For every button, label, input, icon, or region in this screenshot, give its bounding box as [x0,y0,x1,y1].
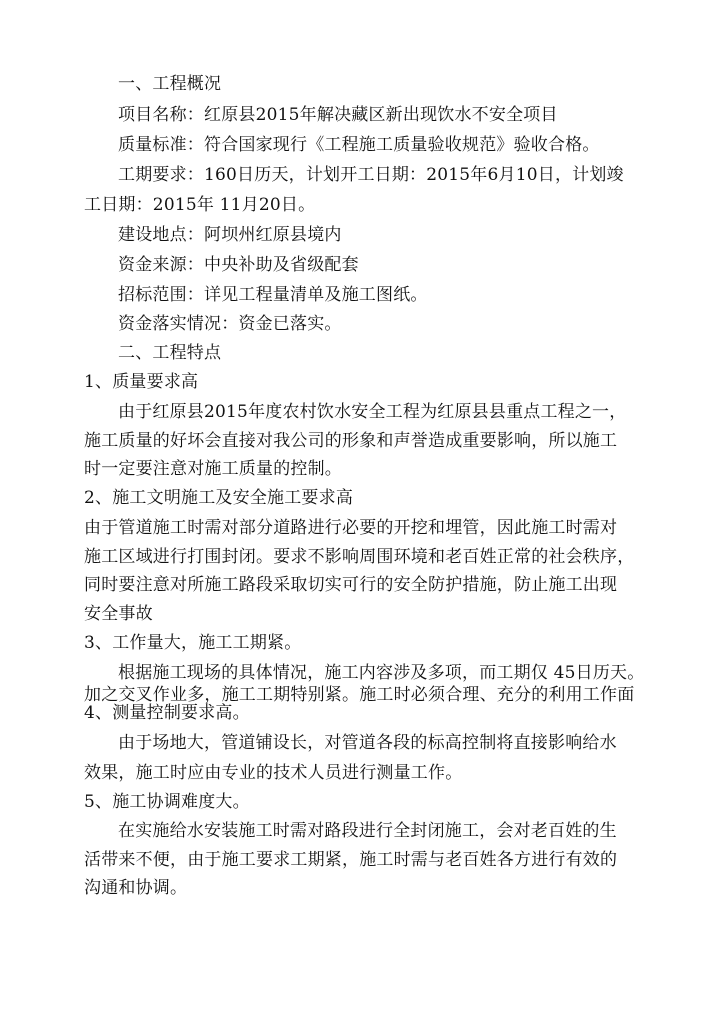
item-1-paragraph-line: 施工质量的好坏会直接对我公司的形象和声誉造成重要影响，所以施工 [84,431,618,451]
schedule-line-2: 工日期：2015年 11月20日。 [84,195,316,215]
item-5-title: 5、施工协调难度大。 [84,792,250,812]
site-line: 建设地点：阿坝州红原县境内 [118,225,342,245]
item-5-paragraph-line: 活带来不便，由于施工要求工期紧，施工时需与老百姓各方进行有效的 [84,850,618,870]
item-2-paragraph-line: 施工区域进行打围封闭。要求不影响周围环境和老百姓正常的社会秩序， [84,547,635,567]
item-3-title: 3、工作量大，施工工期紧。 [84,633,302,653]
funding-source-line: 资金来源：中央补助及省级配套 [118,255,359,275]
item-2-paragraph-line: 安全事故 [84,604,153,624]
item-1-paragraph-line: 由于红原县2015年度农村饮水安全工程为红原县县重点工程之一， [118,402,627,422]
item-2-paragraph-line: 同时要注意对所施工路段采取切实可行的安全防护措施，防止施工出现 [84,575,618,595]
item-3-paragraph-line: 根据施工现场的具体情况，施工内容涉及多项，而工期仅 45日历天。 [118,663,645,683]
bid-scope-line: 招标范围：详见工程量清单及施工图纸。 [118,285,428,305]
item-5-paragraph-line: 在实施给水安装施工时需对路段进行全封闭施工，会对老百姓的生 [118,821,617,841]
item-4-paragraph-line: 由于场地大，管道铺设长，对管道各段的标高控制将直接影响给水 [118,733,617,753]
item-2-title: 2、施工文明施工及安全施工要求高 [84,488,354,508]
quality-standard-line: 质量标准：符合国家现行《工程施工质量验收规范》验收合格。 [118,135,600,155]
section-heading-overview: 一、工程概况 [118,74,222,94]
item-5-paragraph-line: 沟通和协调。 [84,878,188,898]
item-3-paragraph-line: 加之交叉作业多，施工工期特别紧。施工时必须合理、充分的利用工作面 [84,685,635,705]
section-heading-features: 二、工程特点 [118,343,222,363]
item-2-paragraph-line: 由于管道施工时需对部分道路进行必要的开挖和埋管，因此施工时需对 [84,518,618,538]
item-4-paragraph-line: 效果，施工时应由专业的技术人员进行测量工作。 [84,763,463,783]
project-name-line: 项目名称：红原县2015年解决藏区新出现饮水不安全项目 [118,105,558,125]
funding-status-line: 资金落实情况：资金已落实。 [118,314,342,334]
item-1-title: 1、质量要求高 [84,372,199,392]
item-1-paragraph-line: 时一定要注意对施工质量的控制。 [84,459,342,479]
schedule-line-1: 工期要求：160日历天，计划开工日期：2015年6月10日，计划竣 [118,165,624,185]
item-4-title: 4、测量控制要求高。 [84,703,250,723]
